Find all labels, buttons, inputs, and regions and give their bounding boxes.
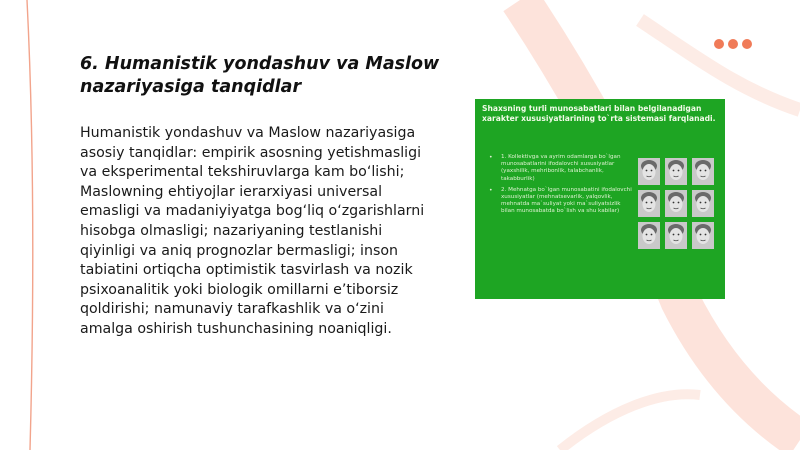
face-photo [692,222,714,249]
face-photo [692,190,714,217]
slide-body-text: Humanistik yondashuv va Maslow nazariyasiga asosiy tanqidlar: empirik asosning yetishmasligi va eksperimental tekshiruvlarga kam bo‘lishi; Maslowning ehtiyojlar ierarxiyasi universal emasligi va madaniyiyatga bog‘liq o‘zgarishlarni hisobga olmasligi; nazariyaning testlanishi qiyinligi va aniq prognozlar bermasligi; inson tabiatini ortiqcha optimistik tasvirlash va nozik psixoanalitik yoki biologik omillarni e’tiborsiz qoldirishi; namunaviy tarafkashlik va o‘zini amalga oshirish tushunchasining noaniqligi. [80,125,425,337]
face-photo-grid [638,158,716,249]
face-photo [692,158,714,185]
slide-title: 6. Humanistik yondashuv va Maslow nazariyasiga tanqidlar [80,54,440,97]
image-list [489,154,634,220]
face-photo [665,222,687,249]
bullet-icon: • [489,186,493,194]
face-photo [665,158,687,185]
dot-icon [714,39,724,49]
face-photo [638,158,660,185]
image-list-item [489,187,634,216]
embedded-slide-image [475,99,725,299]
image-list-item-text: 2. Mehnatga bo`lgan munosabatini ifodalovchi xususiyatlar (mehnatsevarlik, yalqovlik, mehnatda ma`suliyat yoki ma`suliyatsizlik bilan munosabatda bo`lish va shu kabilar) [501,186,632,215]
face-photo [665,190,687,217]
face-photo [638,222,660,249]
bullet-icon: • [489,154,493,161]
face-photo [638,190,660,217]
image-list-item-text: 1. Kollektivga va ayrim odamlarga bo`lgan munosabatlarini ifodalovchi xususiyatlar (yaxshilik, mehribonlik, talabchanlik, takabburlik) [501,154,621,182]
image-list-item [489,154,634,183]
dot-icon [742,39,752,49]
image-heading: Shaxsning turli munosabatlari bilan belgilanadigan xarakter xususiyatlarining to`rta sistemasi farqlanadi. [482,104,716,124]
three-dots-icon [714,39,752,49]
dot-icon [728,39,738,49]
